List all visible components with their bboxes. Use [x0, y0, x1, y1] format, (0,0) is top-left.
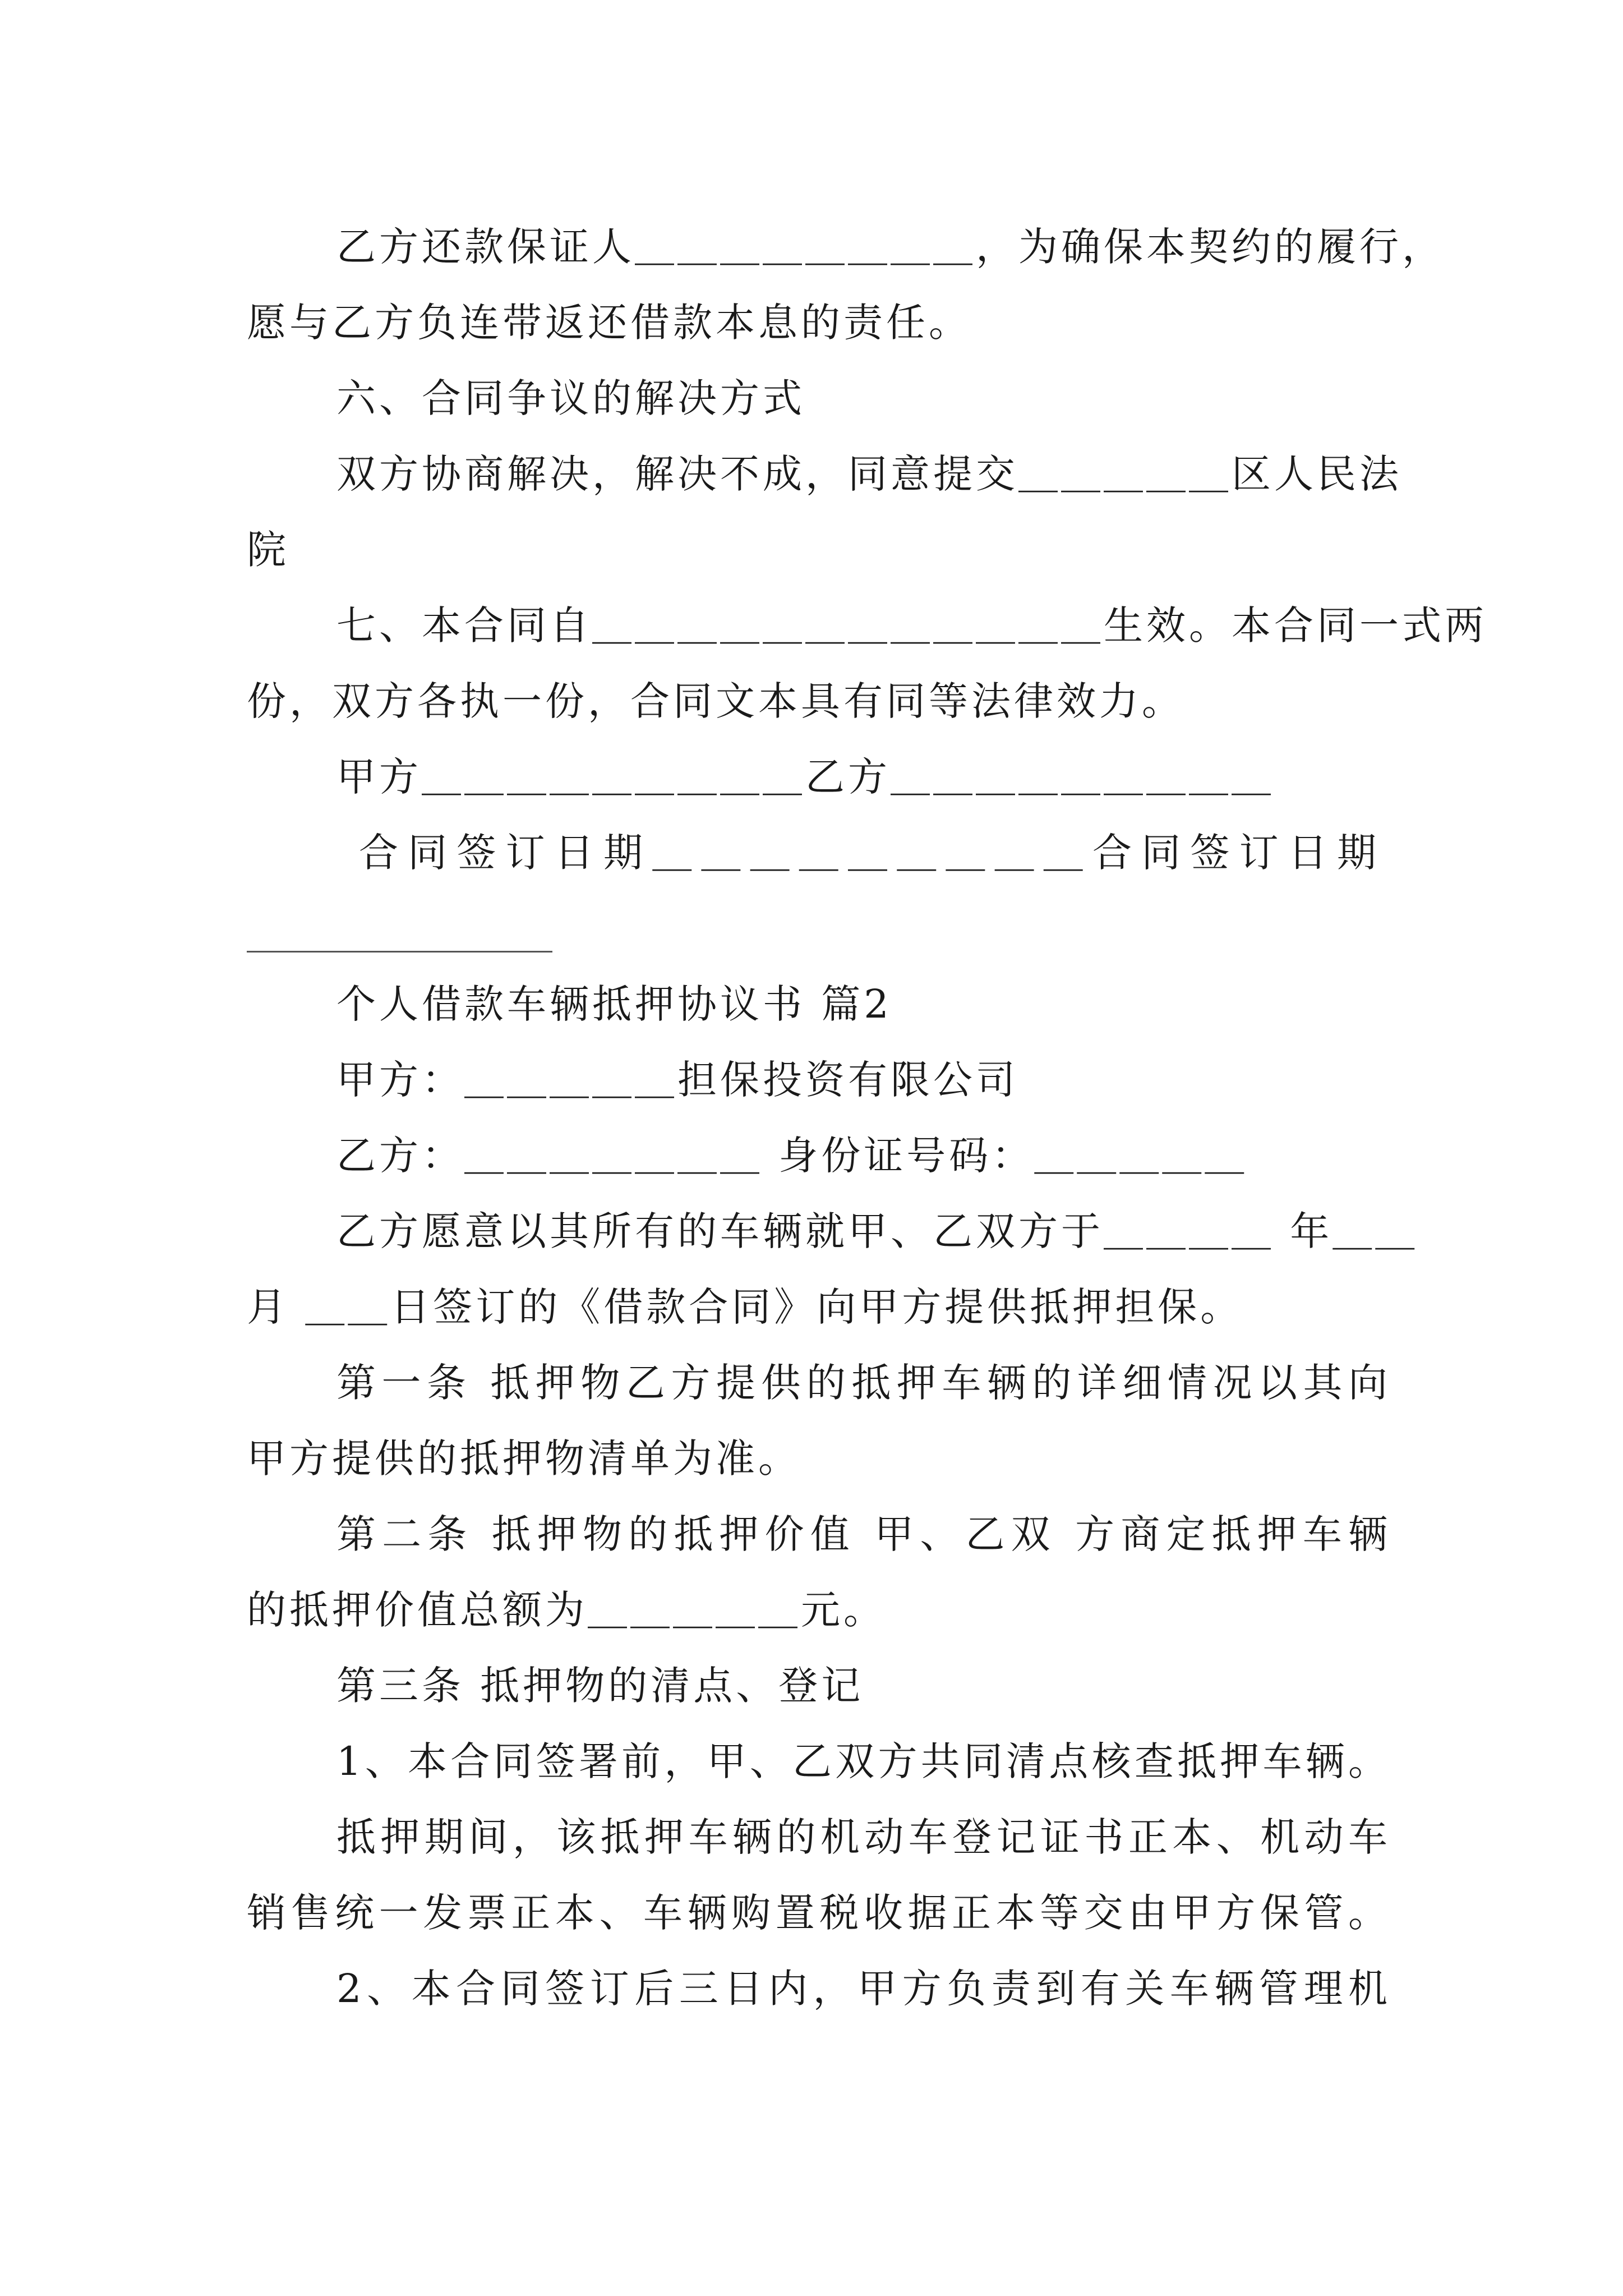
article-line: 第二条 抵押物的抵押价值 甲、乙双 方商定抵押车辆: [336, 1511, 1391, 1557]
paragraph-line: 月 ＿＿日签订的《借款合同》向甲方提供抵押担保。: [247, 1284, 1243, 1330]
paragraph-line: 2、本合同签订后三日内，甲方负责到有关车辆管理机: [336, 1966, 1391, 2012]
paragraph-line: 抵押期间，该抵押车辆的机动车登记证书正本、机动车: [336, 1814, 1391, 1860]
paragraph-line: 销售统一发票正本、车辆购置税收据正本等交由甲方保管。: [247, 1890, 1391, 1936]
paragraph-line: 的抵押价值总额为＿＿＿＿＿元。: [247, 1587, 886, 1633]
section-heading: 六、合同争议的解决方式: [336, 375, 805, 421]
signature-line: 甲方＿＿＿＿＿＿＿＿＿乙方＿＿＿＿＿＿＿＿＿: [336, 754, 1274, 800]
signature-date-blank: [247, 951, 552, 953]
paragraph-line: 七、本合同自＿＿＿＿＿＿＿＿＿＿＿＿生效。本合同一式两: [336, 602, 1487, 648]
paragraph-line: 双方协商解决，解决不成，同意提交＿＿＿＿＿区人民法: [336, 451, 1402, 497]
signature-date-line: 合同签订日期＿＿＿＿＿＿＿＿＿合同签订日期: [359, 830, 1380, 876]
paragraph-line: 乙方愿意以其所有的车辆就甲、乙双方于＿＿＿＿ 年＿＿: [336, 1208, 1418, 1254]
party-a-line: 甲方：＿＿＿＿＿担保投资有限公司: [336, 1057, 1018, 1103]
paragraph-line: 份，双方各执一份，合同文本具有同等法律效力。: [247, 678, 1184, 724]
paragraph-line: 1、本合同签署前，甲、乙双方共同清点核查抵押车辆。: [336, 1738, 1391, 1784]
paragraph-line: 愿与乙方负连带返还借款本息的责任。: [247, 300, 971, 346]
paragraph-line: 甲方提供的抵押物清单为准。: [247, 1435, 801, 1481]
paragraph-line: 乙方还款保证人＿＿＿＿＿＿＿＿，为确保本契约的履行，: [336, 224, 1445, 270]
article-line: 第一条 抵押物乙方提供的抵押车辆的详细情况以其向: [336, 1360, 1391, 1406]
article-line: 第三条 抵押物的清点、登记: [336, 1663, 864, 1709]
party-b-line: 乙方：＿＿＿＿＿＿＿ 身份证号码：＿＿＿＿＿: [336, 1133, 1248, 1179]
paragraph-line: 院: [247, 527, 289, 573]
section-title: 个人借款车辆抵押协议书 篇2: [336, 981, 892, 1027]
